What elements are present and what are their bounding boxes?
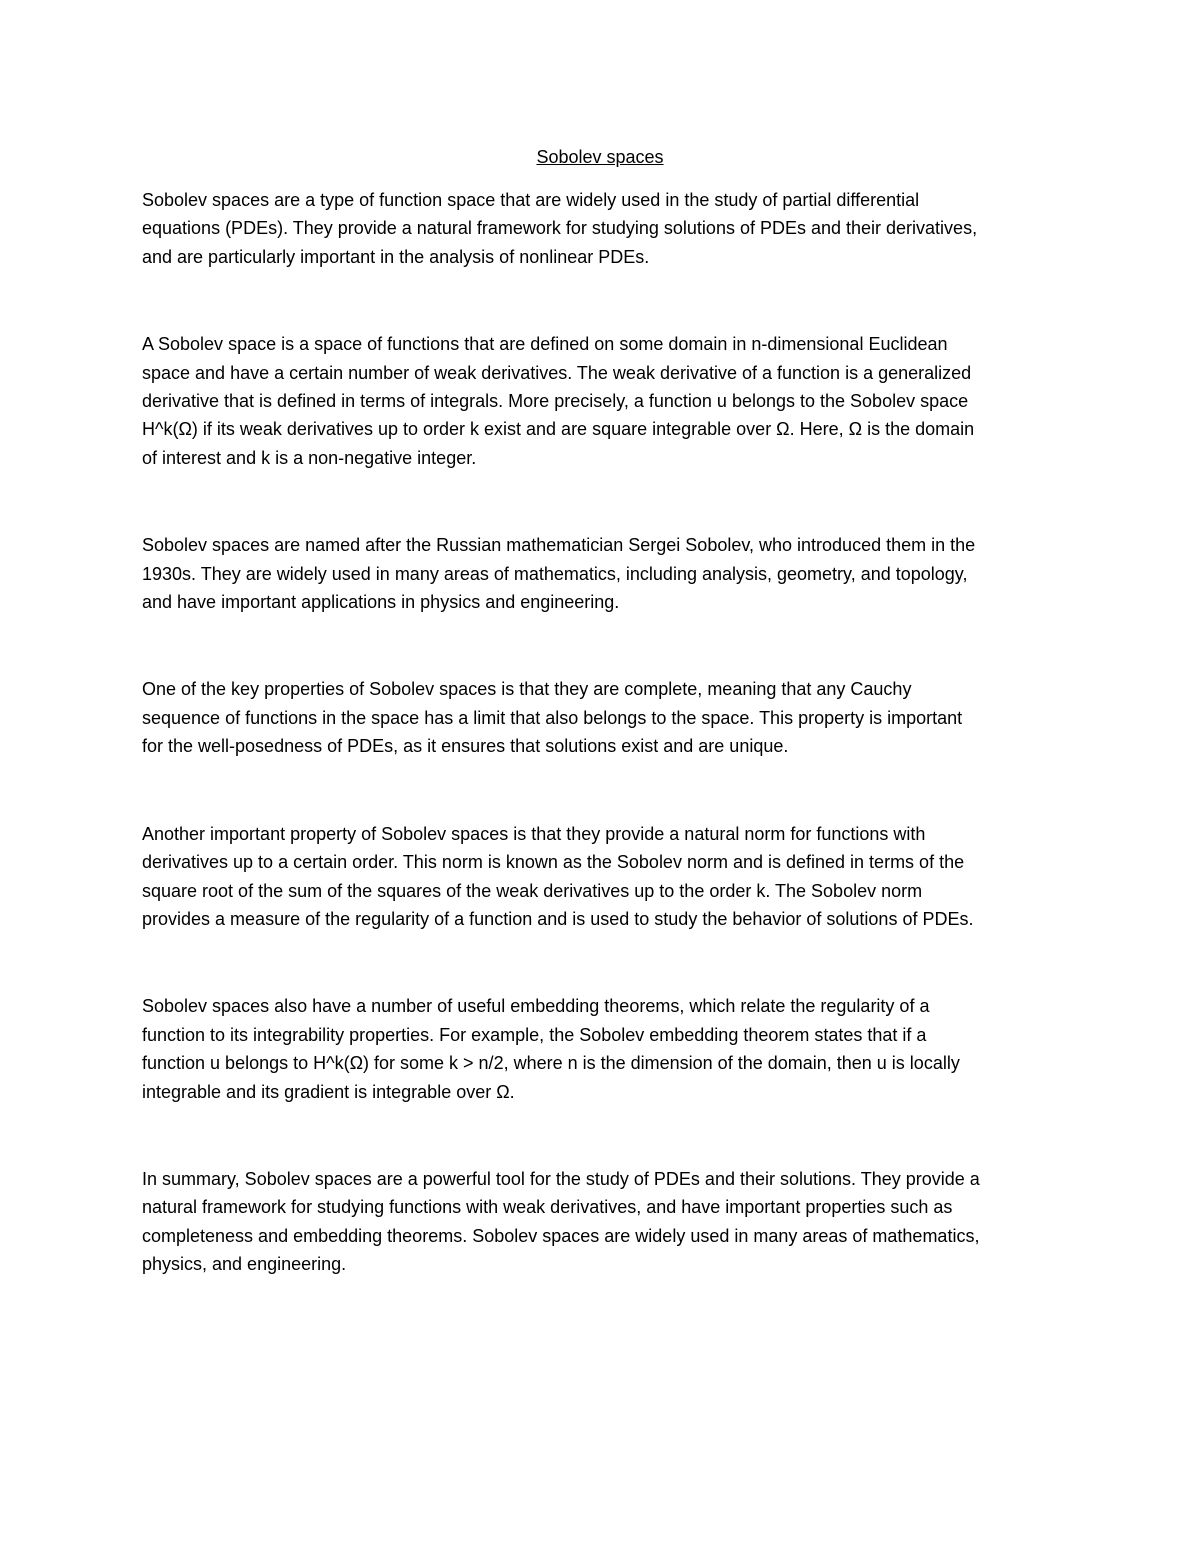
paragraph-summary bbox=[142, 1165, 1062, 1279]
text-line: provides a measure of the regularity of a function and is used to study the behavior of solutions of PDEs. bbox=[142, 908, 974, 929]
paragraph-completeness bbox=[142, 675, 1062, 760]
paragraph-history bbox=[142, 531, 1062, 616]
text-line: physics, and engineering. bbox=[142, 1254, 347, 1275]
paragraph-introduction bbox=[142, 186, 1062, 271]
text-line: A Sobolev space is a space of functions that are defined on some domain in n-dimensional Euclidean bbox=[142, 334, 948, 355]
text-line: Sobolev spaces are a type of function space that are widely used in the study of partial differential bbox=[142, 190, 920, 210]
text-line: space and have a certain number of weak derivatives. The weak derivative of a function is a generalized bbox=[142, 362, 972, 383]
text-line: of interest and k is a non-negative integer. bbox=[142, 447, 477, 468]
text-line: Sobolev spaces also have a number of useful embedding theorems, which relate the regularity of a bbox=[142, 996, 930, 1017]
text-line: equations (PDEs). They provide a natural framework for studying solutions of PDEs and their derivatives, bbox=[142, 218, 978, 239]
text-line: integrable and its gradient is integrable over Ω. bbox=[142, 1081, 515, 1102]
text-line: H^k(Ω) if its weak derivatives up to order k exist and are square integrable over Ω. Here, Ω is the domain bbox=[142, 419, 975, 440]
text-line: and have important applications in physics and engineering. bbox=[142, 592, 620, 613]
text-line: derivatives up to a certain order. This norm is known as the Sobolev norm and is defined in terms of the bbox=[142, 852, 965, 873]
document-title: Sobolev spaces bbox=[536, 147, 664, 167]
text-line: sequence of functions in the space has a limit that also belongs to the space. This property is important bbox=[142, 707, 963, 728]
paragraph-sobolev-norm bbox=[142, 820, 1062, 934]
text-line: One of the key properties of Sobolev spaces is that they are complete, meaning that any Cauchy bbox=[142, 679, 912, 700]
text-line: and are particularly important in the analysis of nonlinear PDEs. bbox=[142, 246, 650, 267]
text-line: for the well-posedness of PDEs, as it ensures that solutions exist and are unique. bbox=[142, 736, 789, 757]
text-line: natural framework for studying functions with weak derivatives, and have important properties such as bbox=[142, 1197, 953, 1218]
text-line: completeness and embedding theorems. Sobolev spaces are widely used in many areas of mathematics, bbox=[142, 1225, 980, 1246]
text-line: function u belongs to H^k(Ω) for some k > n/2, where n is the dimension of the domain, then u is locally bbox=[142, 1053, 960, 1074]
text-line: 1930s. They are widely used in many areas of mathematics, including analysis, geometry, and topology, bbox=[142, 563, 968, 584]
text-line: function to its integrability properties. For example, the Sobolev embedding theorem states that if a bbox=[142, 1024, 927, 1045]
text-line: Another important property of Sobolev spaces is that they provide a natural norm for functions with bbox=[142, 823, 926, 844]
text-line: Sobolev spaces are named after the Russian mathematician Sergei Sobolev, who introduced them in the bbox=[142, 535, 976, 556]
text-line: square root of the sum of the squares of the weak derivatives up to the order k. The Sobolev norm bbox=[142, 880, 923, 901]
text-line: derivative that is defined in terms of integrals. More precisely, a function u belongs to the Sobolev space bbox=[142, 391, 969, 412]
paragraph-definition bbox=[142, 330, 1062, 472]
paragraph-embedding-theorems bbox=[142, 992, 1062, 1106]
document-body bbox=[142, 186, 1062, 1338]
text-line: In summary, Sobolev spaces are a powerful tool for the study of PDEs and their solutions. They provide a bbox=[142, 1168, 980, 1189]
